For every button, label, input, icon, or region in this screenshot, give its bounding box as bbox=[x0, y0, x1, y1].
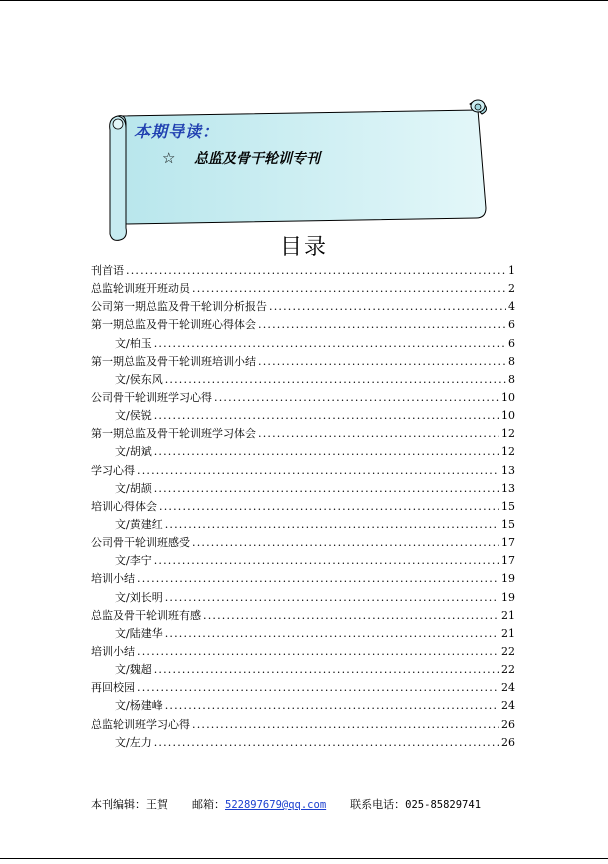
toc-page-number: 12 bbox=[501, 445, 515, 459]
toc-entry-row[interactable] bbox=[91, 425, 515, 443]
dot-leader bbox=[154, 335, 506, 353]
toc-page-number: 26 bbox=[501, 717, 515, 731]
dot-leader bbox=[165, 516, 499, 534]
toc-page-number: 8 bbox=[508, 354, 515, 368]
toc-entry-title: 培训小结 bbox=[91, 572, 135, 586]
toc-entry-row[interactable] bbox=[91, 716, 515, 734]
toc-page-number: 2 bbox=[508, 282, 515, 296]
toc-author: 文/侯锐 bbox=[115, 409, 152, 423]
toc-entry-title: 总监轮训班开班动员 bbox=[91, 282, 190, 296]
dot-leader bbox=[154, 661, 499, 679]
toc-author-row[interactable] bbox=[91, 589, 515, 607]
email-link[interactable]: 522897679@qq.com bbox=[225, 799, 327, 811]
dot-leader bbox=[192, 716, 499, 734]
toc-page-number: 22 bbox=[501, 663, 515, 677]
toc-entry-row[interactable] bbox=[91, 607, 515, 625]
dot-leader bbox=[126, 262, 506, 280]
toc-entry-row[interactable] bbox=[91, 389, 515, 407]
editor-name: 王賀 bbox=[146, 798, 168, 811]
toc-entry-title: 公司第一期总监及骨干轮训分析报告 bbox=[91, 300, 267, 314]
toc-author-row[interactable] bbox=[91, 661, 515, 679]
toc-author: 文/魏超 bbox=[115, 663, 152, 677]
dot-leader bbox=[137, 643, 499, 661]
toc-page-number: 21 bbox=[501, 608, 515, 622]
footer bbox=[91, 796, 481, 812]
toc-entry-row[interactable] bbox=[91, 462, 515, 480]
dot-leader bbox=[203, 607, 499, 625]
dot-leader bbox=[258, 316, 506, 334]
toc-author-row[interactable] bbox=[91, 443, 515, 461]
toc-author-row[interactable] bbox=[91, 625, 515, 643]
dot-leader bbox=[137, 570, 499, 588]
dot-leader bbox=[154, 552, 499, 570]
toc-page-number: 13 bbox=[501, 481, 515, 495]
toc-entry-title: 培训心得体会 bbox=[91, 499, 157, 513]
toc-page-number: 6 bbox=[508, 318, 515, 332]
dot-leader bbox=[214, 389, 499, 407]
toc-entry-title: 第一期总监及骨干轮训班培训小结 bbox=[91, 354, 256, 368]
toc-entry-row[interactable] bbox=[91, 643, 515, 661]
toc-author: 文/柏玉 bbox=[115, 336, 152, 350]
toc-author: 文/胡颉 bbox=[115, 481, 152, 495]
toc-page-number: 15 bbox=[501, 517, 515, 531]
toc-entry-title: 学习心得 bbox=[91, 463, 135, 477]
toc-page-number: 13 bbox=[501, 463, 515, 477]
toc-page-number: 26 bbox=[501, 735, 515, 749]
toc-entry-row[interactable] bbox=[91, 353, 515, 371]
banner-heading: 本期导读： bbox=[134, 122, 220, 141]
dot-leader bbox=[165, 697, 499, 715]
toc-entry-title: 公司骨干轮训班感受 bbox=[91, 536, 190, 550]
dot-leader bbox=[137, 679, 499, 697]
toc-entry-row[interactable] bbox=[91, 280, 515, 298]
toc-author: 文/杨建峰 bbox=[115, 699, 163, 713]
toc-entry-title: 第一期总监及骨干轮训班心得体会 bbox=[91, 318, 256, 332]
banner-item-label: 总监及骨干轮训专刊 bbox=[194, 151, 320, 167]
dot-leader bbox=[159, 498, 499, 516]
toc-author-row[interactable] bbox=[91, 734, 515, 752]
toc-page-number: 12 bbox=[501, 427, 515, 441]
email-label: 邮箱： bbox=[192, 798, 225, 811]
toc-author-row[interactable] bbox=[91, 552, 515, 570]
top-rule bbox=[0, 0, 608, 1]
phone-label: 联系电话： bbox=[350, 798, 406, 811]
toc-author: 文/黄建红 bbox=[115, 517, 163, 531]
dot-leader bbox=[154, 480, 499, 498]
scroll-banner bbox=[104, 96, 496, 244]
banner-item bbox=[162, 148, 320, 168]
toc-page-number: 21 bbox=[501, 626, 515, 640]
toc-page-number: 17 bbox=[501, 536, 515, 550]
toc-entry-row[interactable] bbox=[91, 316, 515, 334]
toc-author: 文/左力 bbox=[115, 735, 152, 749]
toc-page-number: 15 bbox=[501, 499, 515, 513]
bottom-rule bbox=[0, 858, 608, 859]
toc-entry-title: 第一期总监及骨干轮训班学习体会 bbox=[91, 427, 256, 441]
toc-entry-title: 总监轮训班学习心得 bbox=[91, 717, 190, 731]
dot-leader bbox=[269, 298, 506, 316]
dot-leader bbox=[165, 371, 506, 389]
toc-page-number: 24 bbox=[501, 681, 515, 695]
toc-author-row[interactable] bbox=[91, 407, 515, 425]
phone-number: 025-85829741 bbox=[405, 799, 482, 811]
toc-author: 文/刘长明 bbox=[115, 590, 163, 604]
dot-leader bbox=[165, 625, 499, 643]
toc-page-number: 10 bbox=[501, 409, 515, 423]
toc-author-row[interactable] bbox=[91, 371, 515, 389]
toc-entry-row[interactable] bbox=[91, 534, 515, 552]
dot-leader bbox=[192, 280, 506, 298]
toc-page-number: 19 bbox=[501, 590, 515, 604]
dot-leader bbox=[154, 443, 499, 461]
dot-leader bbox=[258, 425, 499, 443]
dot-leader bbox=[154, 407, 499, 425]
toc-title: 目录 bbox=[279, 235, 328, 260]
editor-label: 本刊编辑： bbox=[91, 798, 146, 811]
toc-entry-row[interactable] bbox=[91, 498, 515, 516]
toc-entry-title: 刊首语 bbox=[91, 264, 124, 277]
toc-entry-row[interactable] bbox=[91, 262, 515, 280]
toc-author: 文/陆建华 bbox=[115, 626, 163, 640]
dot-leader bbox=[192, 534, 499, 552]
toc-entry-title: 总监及骨干轮训班有感 bbox=[91, 608, 201, 622]
table-of-contents bbox=[91, 262, 515, 752]
toc-author-row[interactable] bbox=[91, 480, 515, 498]
toc-page-number: 8 bbox=[508, 372, 515, 386]
toc-page-number: 19 bbox=[501, 572, 515, 586]
toc-page-number: 1 bbox=[508, 264, 515, 277]
toc-entry-row[interactable] bbox=[91, 679, 515, 697]
toc-page-number: 10 bbox=[501, 390, 515, 404]
toc-author-row[interactable] bbox=[91, 697, 515, 715]
star-icon: ☆ bbox=[162, 149, 176, 167]
dot-leader bbox=[137, 462, 499, 480]
toc-author-row[interactable] bbox=[91, 335, 515, 353]
toc-entry-title: 再回校园 bbox=[91, 681, 135, 695]
toc-page-number: 22 bbox=[501, 644, 515, 658]
toc-page-number: 17 bbox=[501, 554, 515, 568]
toc-author: 文/胡斌 bbox=[115, 445, 152, 459]
toc-entry-title: 公司骨干轮训班学习心得 bbox=[91, 390, 212, 404]
toc-page-number: 4 bbox=[508, 300, 515, 314]
toc-author: 文/李宁 bbox=[115, 554, 152, 568]
dot-leader bbox=[258, 353, 506, 371]
dot-leader bbox=[165, 589, 499, 607]
toc-entry-row[interactable] bbox=[91, 298, 515, 316]
toc-page-number: 24 bbox=[501, 699, 515, 713]
dot-leader bbox=[154, 734, 499, 752]
toc-author: 文/侯东风 bbox=[115, 372, 163, 386]
toc-page-number: 6 bbox=[508, 336, 515, 350]
toc-entry-title: 培训小结 bbox=[91, 644, 135, 658]
toc-author-row[interactable] bbox=[91, 516, 515, 534]
toc-entry-row[interactable] bbox=[91, 570, 515, 588]
